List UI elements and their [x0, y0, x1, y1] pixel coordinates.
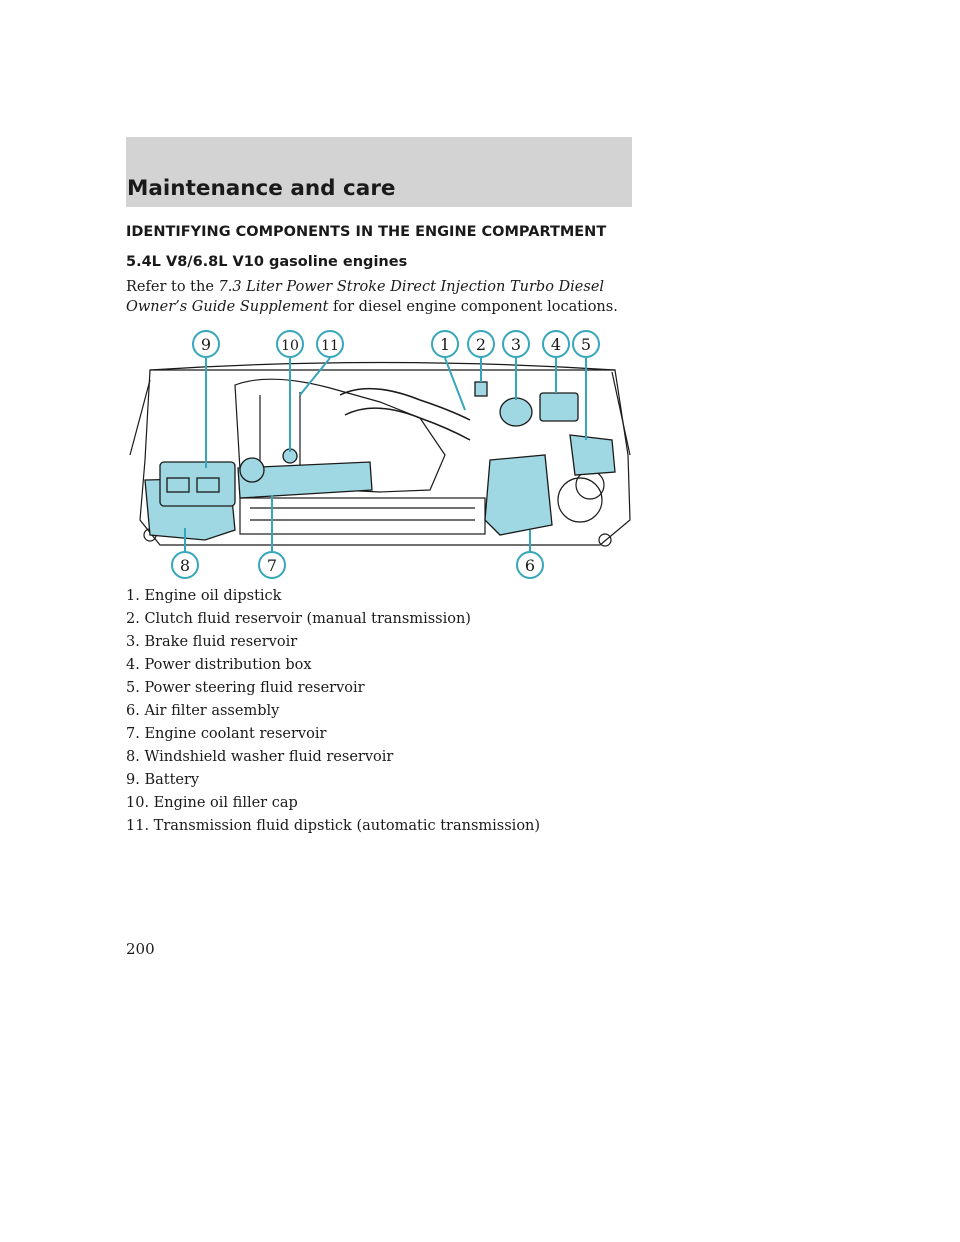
callout-10: 10 — [281, 338, 299, 354]
legend-item: 8. Windshield washer fluid reservoir — [126, 749, 394, 765]
engine-subtitle: 5.4L V8/6.8L V10 gasoline engines — [126, 254, 408, 270]
chapter-title: Maintenance and care — [127, 176, 396, 201]
legend-item: 5. Power steering fluid reservoir — [126, 680, 365, 696]
guide-title-line1: 7.3 Liter Power Stroke Direct Injection Turbo Diesel — [218, 279, 605, 295]
intro-prefix: Refer to the — [126, 279, 219, 295]
intro-suffix: for diesel engine component locations. — [333, 299, 618, 315]
engine-compartment-diagram — [124, 330, 644, 580]
callout-3: 3 — [510, 335, 522, 354]
callout-5: 5 — [580, 335, 592, 354]
intro-paragraph — [126, 277, 646, 317]
legend-item: 2. Clutch fluid reservoir (manual transmission) — [126, 611, 471, 627]
page-number: 200 — [126, 940, 155, 958]
legend-item: 4. Power distribution box — [126, 657, 312, 673]
section-title: IDENTIFYING COMPONENTS IN THE ENGINE COMPARTMENT — [126, 224, 607, 240]
legend-item: 1. Engine oil dipstick — [126, 588, 282, 604]
legend-item: 10. Engine oil filler cap — [126, 795, 298, 811]
legend-item: 6. Air filter assembly — [126, 703, 280, 719]
legend-item: 3. Brake fluid reservoir — [126, 634, 298, 650]
callout-9: 9 — [200, 335, 212, 354]
component-legend — [126, 585, 540, 838]
callout-1: 1 — [439, 335, 451, 354]
legend-item: 11. Transmission fluid dipstick (automatic transmission) — [126, 818, 541, 834]
callout-11: 11 — [321, 338, 339, 354]
callout-6: 6 — [524, 556, 536, 575]
legend-item: 9. Battery — [126, 772, 200, 788]
guide-title-line2: Owner’s Guide Supplement — [126, 299, 329, 315]
callout-4: 4 — [550, 335, 562, 354]
callout-8: 8 — [179, 556, 191, 575]
callout-7: 7 — [266, 556, 278, 575]
legend-item: 7. Engine coolant reservoir — [126, 726, 327, 742]
callout-2: 2 — [475, 335, 487, 354]
